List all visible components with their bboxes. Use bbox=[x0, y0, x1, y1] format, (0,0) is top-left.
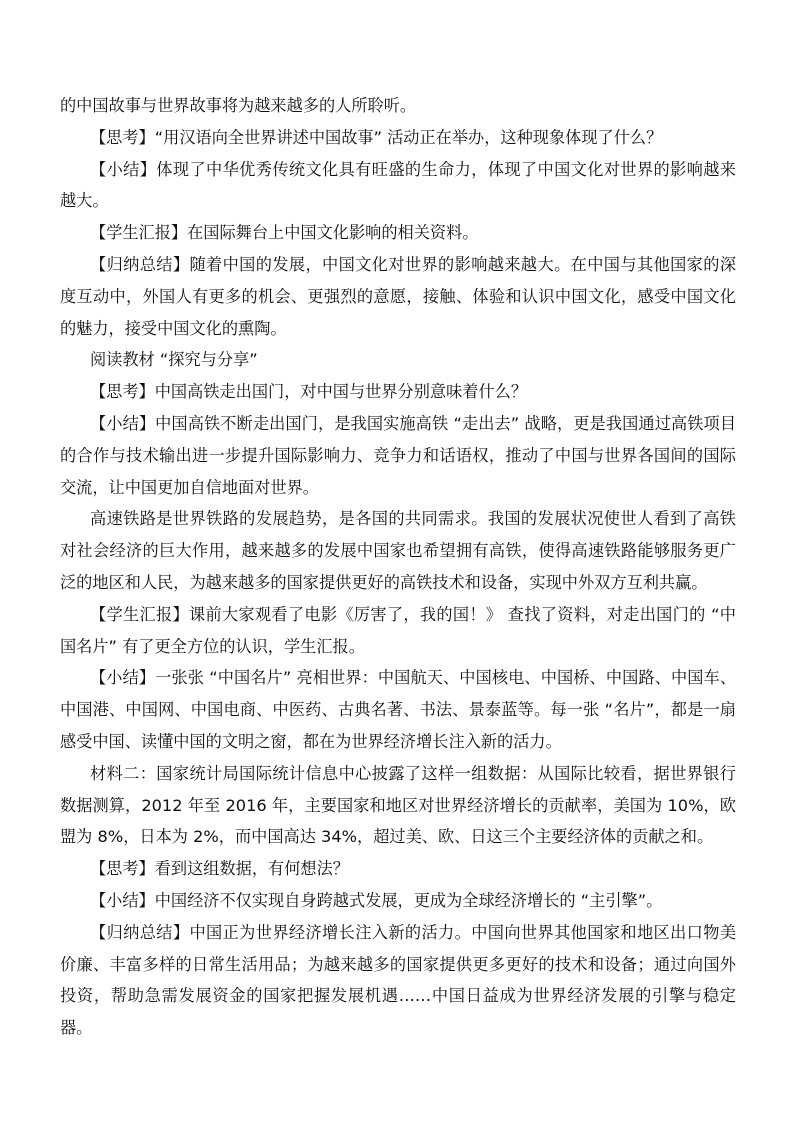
paragraph-11-text: 一张张 “中国名片” 亮相世界：中国航天、中国核电、中国桥、中国路、中国车、中国港、中国网、中国电商、中医药、古典名著、书法、景泰蓝等。每一张 “名片”，都是一扇感受中国、读懂中国的文明之窗，都在为世界经济增长注入新的活力。 bbox=[60, 668, 737, 751]
paragraph-10 bbox=[60, 599, 736, 663]
paragraph-2-tag: 【思考】 bbox=[90, 127, 155, 147]
paragraph-14 bbox=[60, 885, 736, 917]
paragraph-13-text: 看到这组数据，有何想法？ bbox=[154, 859, 349, 879]
paragraph-8-text: 中国高铁不断走出国门，是我国实施高铁 “走出去” 战略，更是我国通过高铁项目的合作与技术输出进一步提升国际影响力、竞争力和话语权，推动了中国与世界各国间的国际交流，让中国更加自信地面对世界。 bbox=[60, 413, 737, 497]
paragraph-4-tag: 【学生汇报】 bbox=[90, 223, 188, 243]
paragraph-5 bbox=[60, 249, 736, 344]
paragraph-10-tag: 【学生汇报】 bbox=[90, 604, 189, 624]
paragraph-13 bbox=[60, 853, 736, 885]
paragraph-12 bbox=[60, 758, 736, 853]
paragraph-3-tag: 【小结】 bbox=[90, 159, 157, 179]
paragraph-7-tag: 【思考】 bbox=[90, 382, 155, 402]
paragraph-8 bbox=[60, 408, 736, 503]
paragraph-7-text: 中国高铁走出国门，对中国与世界分别意味着什么？ bbox=[154, 382, 528, 402]
paragraph-15-text: 中国正为世界经济增长注入新的活力。中国向世界其他国家和地区出口物美价廉、丰富多样的日常生活用品；为越来越多的国家提供更多更好的技术和设备；通过向国外投资，帮助急需发展资金的国家把握发展机遇……中国日益成为世界经济发展的引擎与稳定器。 bbox=[60, 922, 737, 1038]
paragraph-10-text: 课前大家观看了电影《厉害了，我的国！》 查找了资料，对走出国门的 “中国名片” 有了更全方位的认识，学生汇报。 bbox=[60, 604, 736, 656]
paragraph-2 bbox=[60, 122, 736, 154]
paragraph-11-tag: 【小结】 bbox=[90, 668, 156, 688]
paragraph-3 bbox=[60, 154, 736, 218]
paragraph-15-tag: 【归纳总结】 bbox=[90, 922, 190, 942]
paragraph-8-tag: 【小结】 bbox=[90, 413, 156, 433]
paragraph-7 bbox=[60, 376, 736, 408]
paragraph-11 bbox=[60, 662, 736, 757]
paragraph-13-tag: 【思考】 bbox=[90, 859, 155, 879]
paragraph-1-text: 的中国故事与世界故事将为越来越多的人所聆听。 bbox=[60, 96, 417, 115]
paragraph-5-text: 随着中国的发展，中国文化对世界的影响越来越大。在中国与其他国家的深度互动中，外国人有更多的机会、更强烈的意愿，接触、体验和认识中国文化，感受中国文化的魅力，接受中国文化的熏陶。 bbox=[60, 254, 737, 338]
paragraph-15 bbox=[60, 917, 736, 1044]
paragraph-9-text: 高速铁路是世界铁路的发展趋势，是各国的共同需求。我国的发展状况使世人看到了高铁对社会经济的巨大作用，越来越多的发展中国家也希望拥有高铁，使得高速铁路能够服务更广泛的地区和人民，为越来越多的国家提供更好的高铁技术和设备，实现中外双方互利共赢。 bbox=[60, 509, 736, 592]
paragraph-3-text: 体现了中华优秀传统文化具有旺盛的生命力，体现了中国文化对世界的影响越来越大。 bbox=[60, 159, 736, 211]
paragraph-2-text: “用汉语向全世界讲述中国故事” 活动正在举办，这种现象体现了什么？ bbox=[154, 127, 663, 147]
paragraph-12-text: 材料二：国家统计局国际统计信息中心披露了这样一组数据：从国际比较看，据世界银行数据测算，2012 年至 2016 年，主要国家和地区对世界经济增长的贡献率，美国为 10%，欧盟为 8%，日本为 2%，而中国高达 34%，超过美、欧、日这三个主要经济体的贡献之和。 bbox=[60, 763, 736, 847]
paragraph-5-tag: 【归纳总结】 bbox=[90, 254, 190, 274]
paragraph-4 bbox=[60, 217, 736, 249]
paragraph-4-text: 在国际舞台上中国文化影响的相关资料。 bbox=[187, 223, 479, 243]
paragraph-6 bbox=[60, 344, 736, 376]
paragraph-1 bbox=[60, 90, 736, 122]
paragraph-6-text: 阅读教材 “探究与分享” bbox=[90, 350, 258, 370]
paragraph-14-tag: 【小结】 bbox=[90, 890, 155, 910]
paragraph-9 bbox=[60, 503, 736, 598]
document-body bbox=[60, 90, 736, 1044]
paragraph-14-text: 中国经济不仅实现自身跨越式发展，更成为全球经济增长的 “主引擎”。 bbox=[154, 890, 663, 910]
